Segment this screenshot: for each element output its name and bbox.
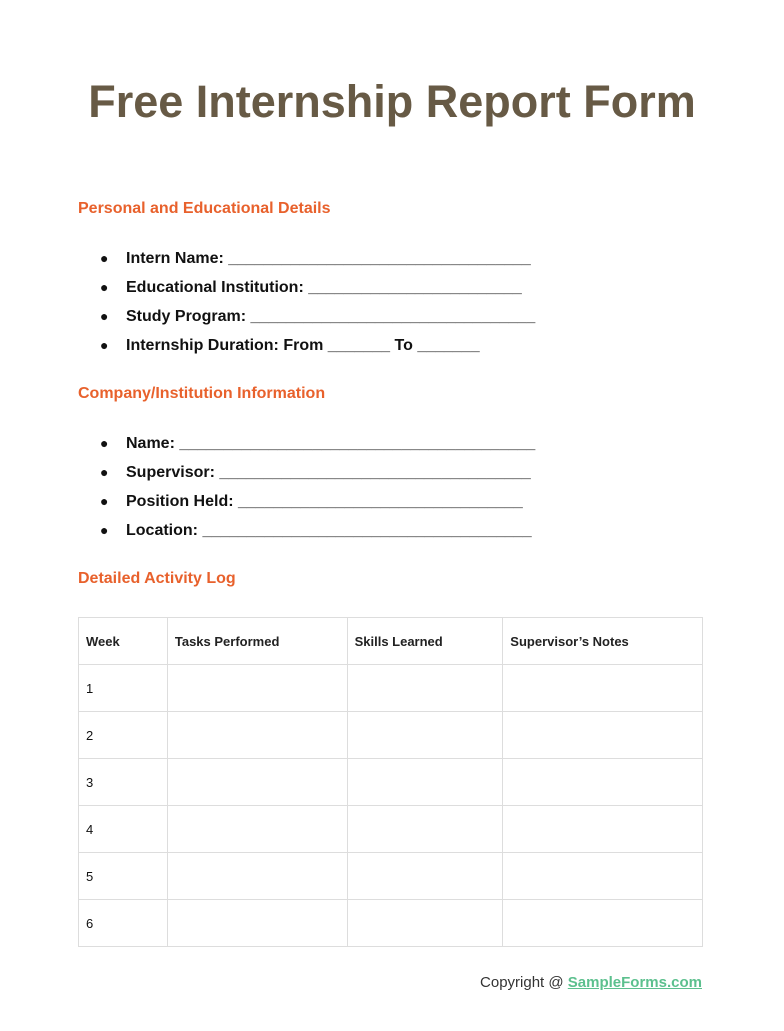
list-item: ● Location: _____________________________________ [100, 522, 532, 539]
week-cell: 4 [79, 806, 168, 853]
week-cell: 2 [79, 712, 168, 759]
column-header: Skills Learned [347, 618, 503, 665]
week-cell: 5 [79, 853, 168, 900]
list-item: ● Name: ________________________________________ [100, 435, 536, 452]
table-cell[interactable] [167, 759, 347, 806]
table-cell[interactable] [503, 806, 703, 853]
column-header: Tasks Performed [167, 618, 347, 665]
bullet-icon: ● [100, 250, 109, 266]
sampleforms-link[interactable]: SampleForms.com [567, 974, 702, 991]
bullet-icon: ● [100, 308, 109, 324]
table-cell[interactable] [503, 712, 703, 759]
list-item: ● Educational Institution: ________________________ [100, 279, 522, 296]
bullet-icon: ● [100, 464, 109, 480]
personal-details-list [100, 248, 535, 364]
table-cell[interactable] [503, 900, 703, 947]
list-item: ● Internship Duration: From _______ To _______ [100, 337, 480, 354]
bullet-icon: ● [100, 493, 109, 509]
table-row [79, 759, 703, 806]
table-cell[interactable] [347, 665, 503, 712]
table-cell[interactable] [347, 853, 503, 900]
column-header: Supervisor’s Notes [503, 618, 703, 665]
table-cell[interactable] [503, 665, 703, 712]
week-cell: 6 [79, 900, 168, 947]
column-header: Week [79, 618, 168, 665]
table-cell[interactable] [347, 712, 503, 759]
table-cell[interactable] [167, 806, 347, 853]
table-cell[interactable] [167, 900, 347, 947]
list-item: ● Supervisor: ___________________________________ [100, 464, 531, 481]
bullet-icon: ● [100, 337, 109, 353]
section-heading-company: Company/Institution Information [78, 385, 326, 402]
table-cell[interactable] [347, 806, 503, 853]
table-cell[interactable] [167, 665, 347, 712]
bullet-icon: ● [100, 435, 109, 451]
bullet-icon: ● [100, 279, 109, 295]
table-cell[interactable] [347, 759, 503, 806]
list-item: ● Position Held: ________________________________ [100, 493, 523, 510]
table-cell[interactable] [167, 853, 347, 900]
table-cell[interactable] [167, 712, 347, 759]
week-cell: 1 [79, 665, 168, 712]
bullet-icon: ● [100, 522, 109, 538]
company-info-list [100, 433, 535, 549]
table-cell[interactable] [347, 900, 503, 947]
table-cell[interactable] [503, 853, 703, 900]
page-title: Free Internship Report Form [88, 76, 696, 127]
copyright-footer: Copyright @ SampleForms.com [480, 974, 702, 991]
table-row [79, 806, 703, 853]
table-header-row [79, 618, 703, 665]
table-cell[interactable] [503, 759, 703, 806]
section-heading-activity-log: Detailed Activity Log [78, 570, 236, 587]
list-item: ● Intern Name: __________________________________ [100, 250, 531, 267]
list-item: ● Study Program: ________________________________ [100, 308, 536, 325]
table-row [79, 665, 703, 712]
section-heading-personal: Personal and Educational Details [78, 200, 331, 217]
week-cell: 3 [79, 759, 168, 806]
table-row [79, 712, 703, 759]
table-row [79, 853, 703, 900]
activity-log-table [78, 617, 703, 947]
table-row [79, 900, 703, 947]
